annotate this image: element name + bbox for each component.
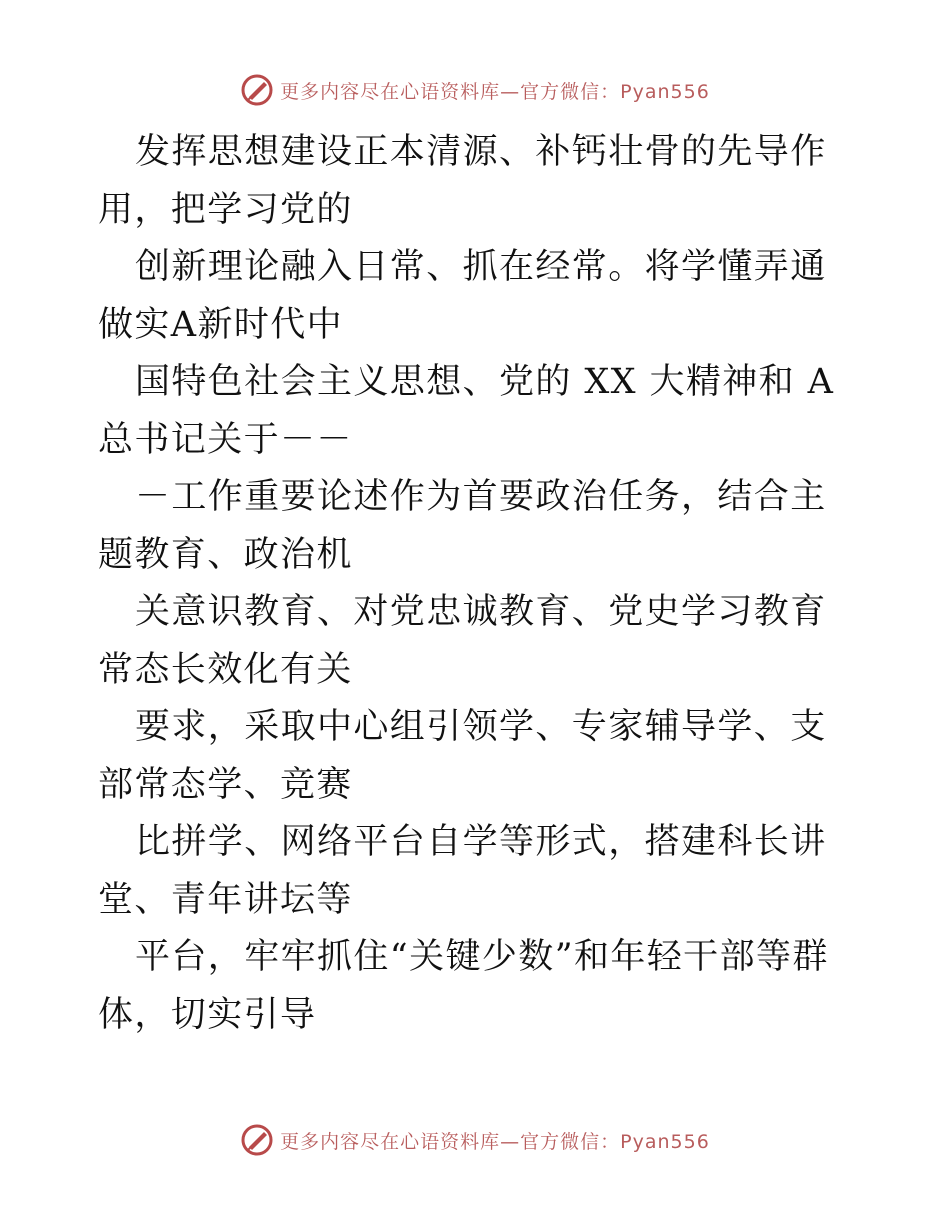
paragraph: 要求，采取中心组引领学、专家辅导学、支部常态学、竞赛 bbox=[98, 707, 827, 805]
paragraph: 国特色社会主义思想、党的 XX 大精神和 A总书记关于－－ bbox=[98, 362, 835, 460]
document-body bbox=[98, 124, 858, 1044]
footer-watermark bbox=[0, 1120, 950, 1160]
paragraph: 平台，牢牢抓住“关键少数”和年轻干部等群体，切实引导 bbox=[98, 937, 829, 1035]
paragraph: 创新理论融入日常、抓在经常。将学懂弄通做实A新时代中 bbox=[98, 247, 827, 345]
paragraph: 比拼学、网络平台自学等形式，搭建科长讲堂、青年讲坛等 bbox=[98, 822, 827, 920]
watermark-text: 更多内容尽在心语资料库—官方微信：Pyan556 bbox=[280, 1130, 710, 1153]
watermark-text: 更多内容尽在心语资料库—官方微信：Pyan556 bbox=[280, 80, 710, 103]
paragraph: 发挥思想建设正本清源、补钙壮骨的先导作用，把学习党的 bbox=[98, 132, 827, 230]
paragraph: －工作重要论述作为首要政治任务，结合主题教育、政治机 bbox=[98, 477, 827, 575]
paragraph: 关意识教育、对党忠诚教育、党史学习教育常态长效化有关 bbox=[98, 592, 827, 690]
quill-seal-icon bbox=[240, 73, 274, 107]
quill-seal-icon bbox=[240, 1123, 274, 1157]
header-watermark bbox=[0, 70, 950, 110]
